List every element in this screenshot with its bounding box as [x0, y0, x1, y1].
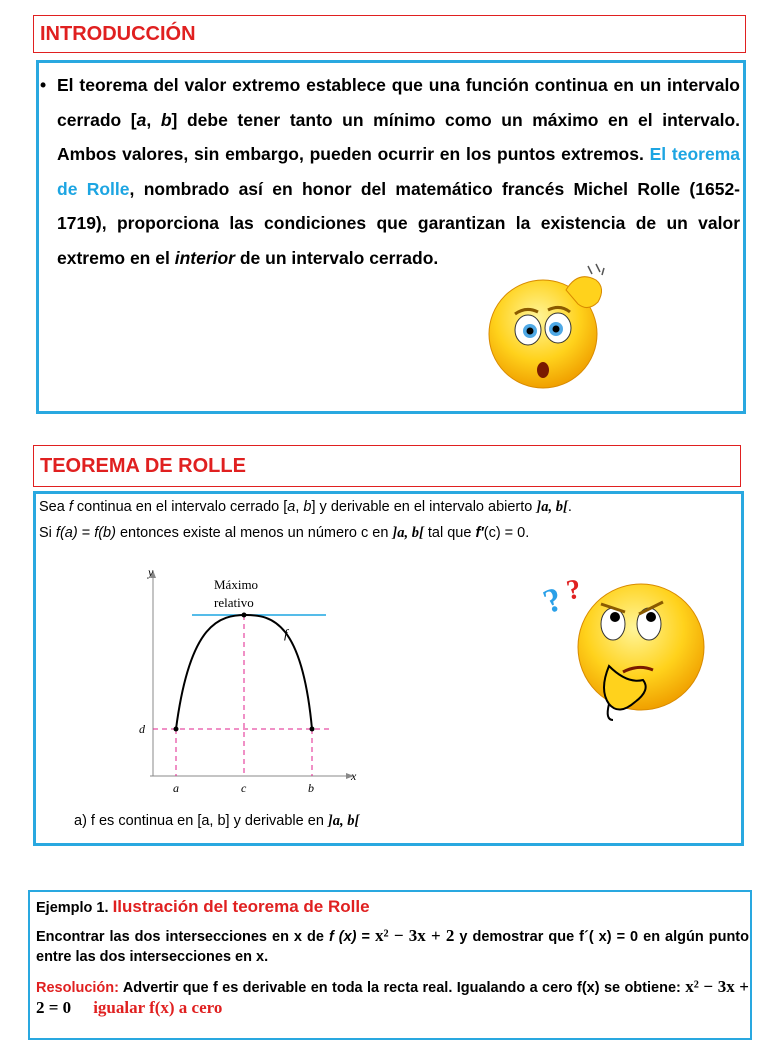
- bullet: •: [40, 75, 47, 95]
- d-label: d: [139, 722, 145, 736]
- axis-y-label: y: [148, 565, 154, 579]
- a-label: a: [173, 781, 179, 795]
- svg-text:?: ?: [564, 573, 584, 607]
- rolle-title-box: [33, 445, 741, 487]
- confused-emoji-icon: [538, 572, 703, 722]
- rolle-title: TEOREMA DE ROLLE: [40, 454, 246, 477]
- svg-text:?: ?: [538, 580, 568, 622]
- intro-title: INTRODUCCIÓN: [40, 22, 196, 45]
- max-label-2: relativo: [214, 595, 254, 610]
- max-label-1: Máximo: [214, 577, 259, 592]
- rolle-graph: [130, 562, 370, 797]
- c-label: c: [241, 781, 247, 795]
- condition-a: a) f es continua en [a, b] y derivable en ]a, b[: [74, 813, 360, 829]
- axis-x-label: x: [351, 769, 357, 783]
- curve-label: f: [284, 626, 288, 641]
- example: Ejemplo 1. Ilustración del teorema de Rolle Encontrar las dos intersecciones en x de f (x) = x² − 3x + 2 y demostrar que f´( x) = 0 en algún punto entre las dos intersecciones en x. Resolución: Advertir que f es derivable en toda la recta real. Igualando a cero f(x) se obtiene: x² − 3x + 2 = 0 igualar f(x) a cero: [36, 897, 749, 1017]
- b-label: b: [308, 781, 314, 795]
- rolle-statement: Sea f continua en el intervalo cerrado [a, b] y derivable en el intervalo abierto ]a, b[. Si f(a) = f(b) entonces existe al menos un número c en ]a, b[ tal que f′(c) = 0.: [39, 499, 572, 541]
- thinking-emoji-icon: [488, 262, 613, 397]
- rolle-link[interactable]: El teorema de Rolle: [57, 144, 740, 199]
- intro-title-box: [33, 15, 746, 53]
- intro-paragraph: • El teorema del valor extremo establece que una función continua en un intervalo cerrado [a, b] debe tener tanto un mínimo como un máximo en el intervalo. Ambos valores, sin embargo, pueden ocurrir en los puntos extremos. El teorema de Rolle, nombrado así en honor del matemático francés Michel Rolle (1652-1719), proporciona las condiciones que garantizan la existencia de un valor extremo en el interior de un intervalo cerrado.: [43, 68, 740, 275]
